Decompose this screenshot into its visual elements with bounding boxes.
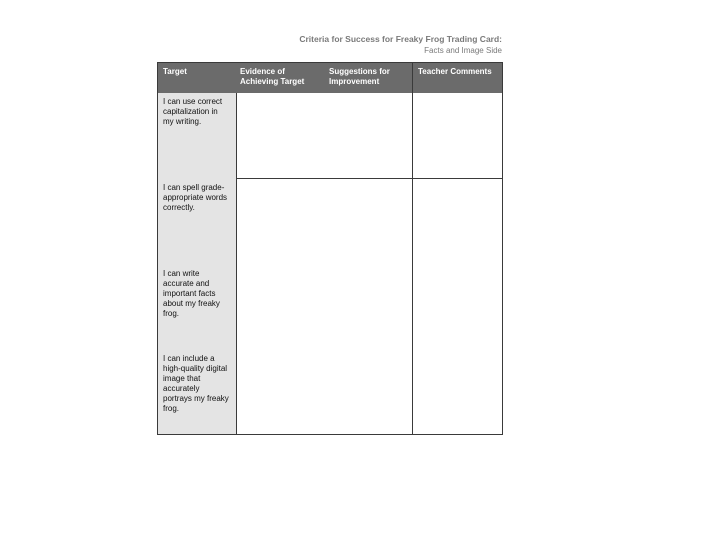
document-title (299, 34, 502, 56)
target-facts: I can write accurate and important facts about my freaky frog. (163, 269, 220, 318)
header-target: Target (163, 67, 187, 76)
header-suggestions: Suggestions for Improvement (329, 67, 390, 86)
header-evidence: Evidence of Achieving Target (240, 67, 305, 86)
title-line-2: Facts and Image Side (424, 46, 502, 55)
criteria-table (157, 62, 503, 435)
target-column (158, 93, 237, 434)
target-digital-image: I can include a high-quality digital image that accurately portrays my freaky frog. (163, 354, 229, 413)
target-spelling: I can spell grade- appropriate words correctly. (163, 183, 228, 212)
table-header-row (158, 63, 502, 93)
column-divider-comments (412, 63, 413, 434)
target-capitalization: I can use correct capitalization in my writing. (163, 97, 223, 126)
row-divider (236, 178, 502, 179)
title-line-1: Criteria for Success for Freaky Frog Trading Card: (299, 34, 502, 44)
header-teacher-comments: Teacher Comments (418, 67, 492, 76)
